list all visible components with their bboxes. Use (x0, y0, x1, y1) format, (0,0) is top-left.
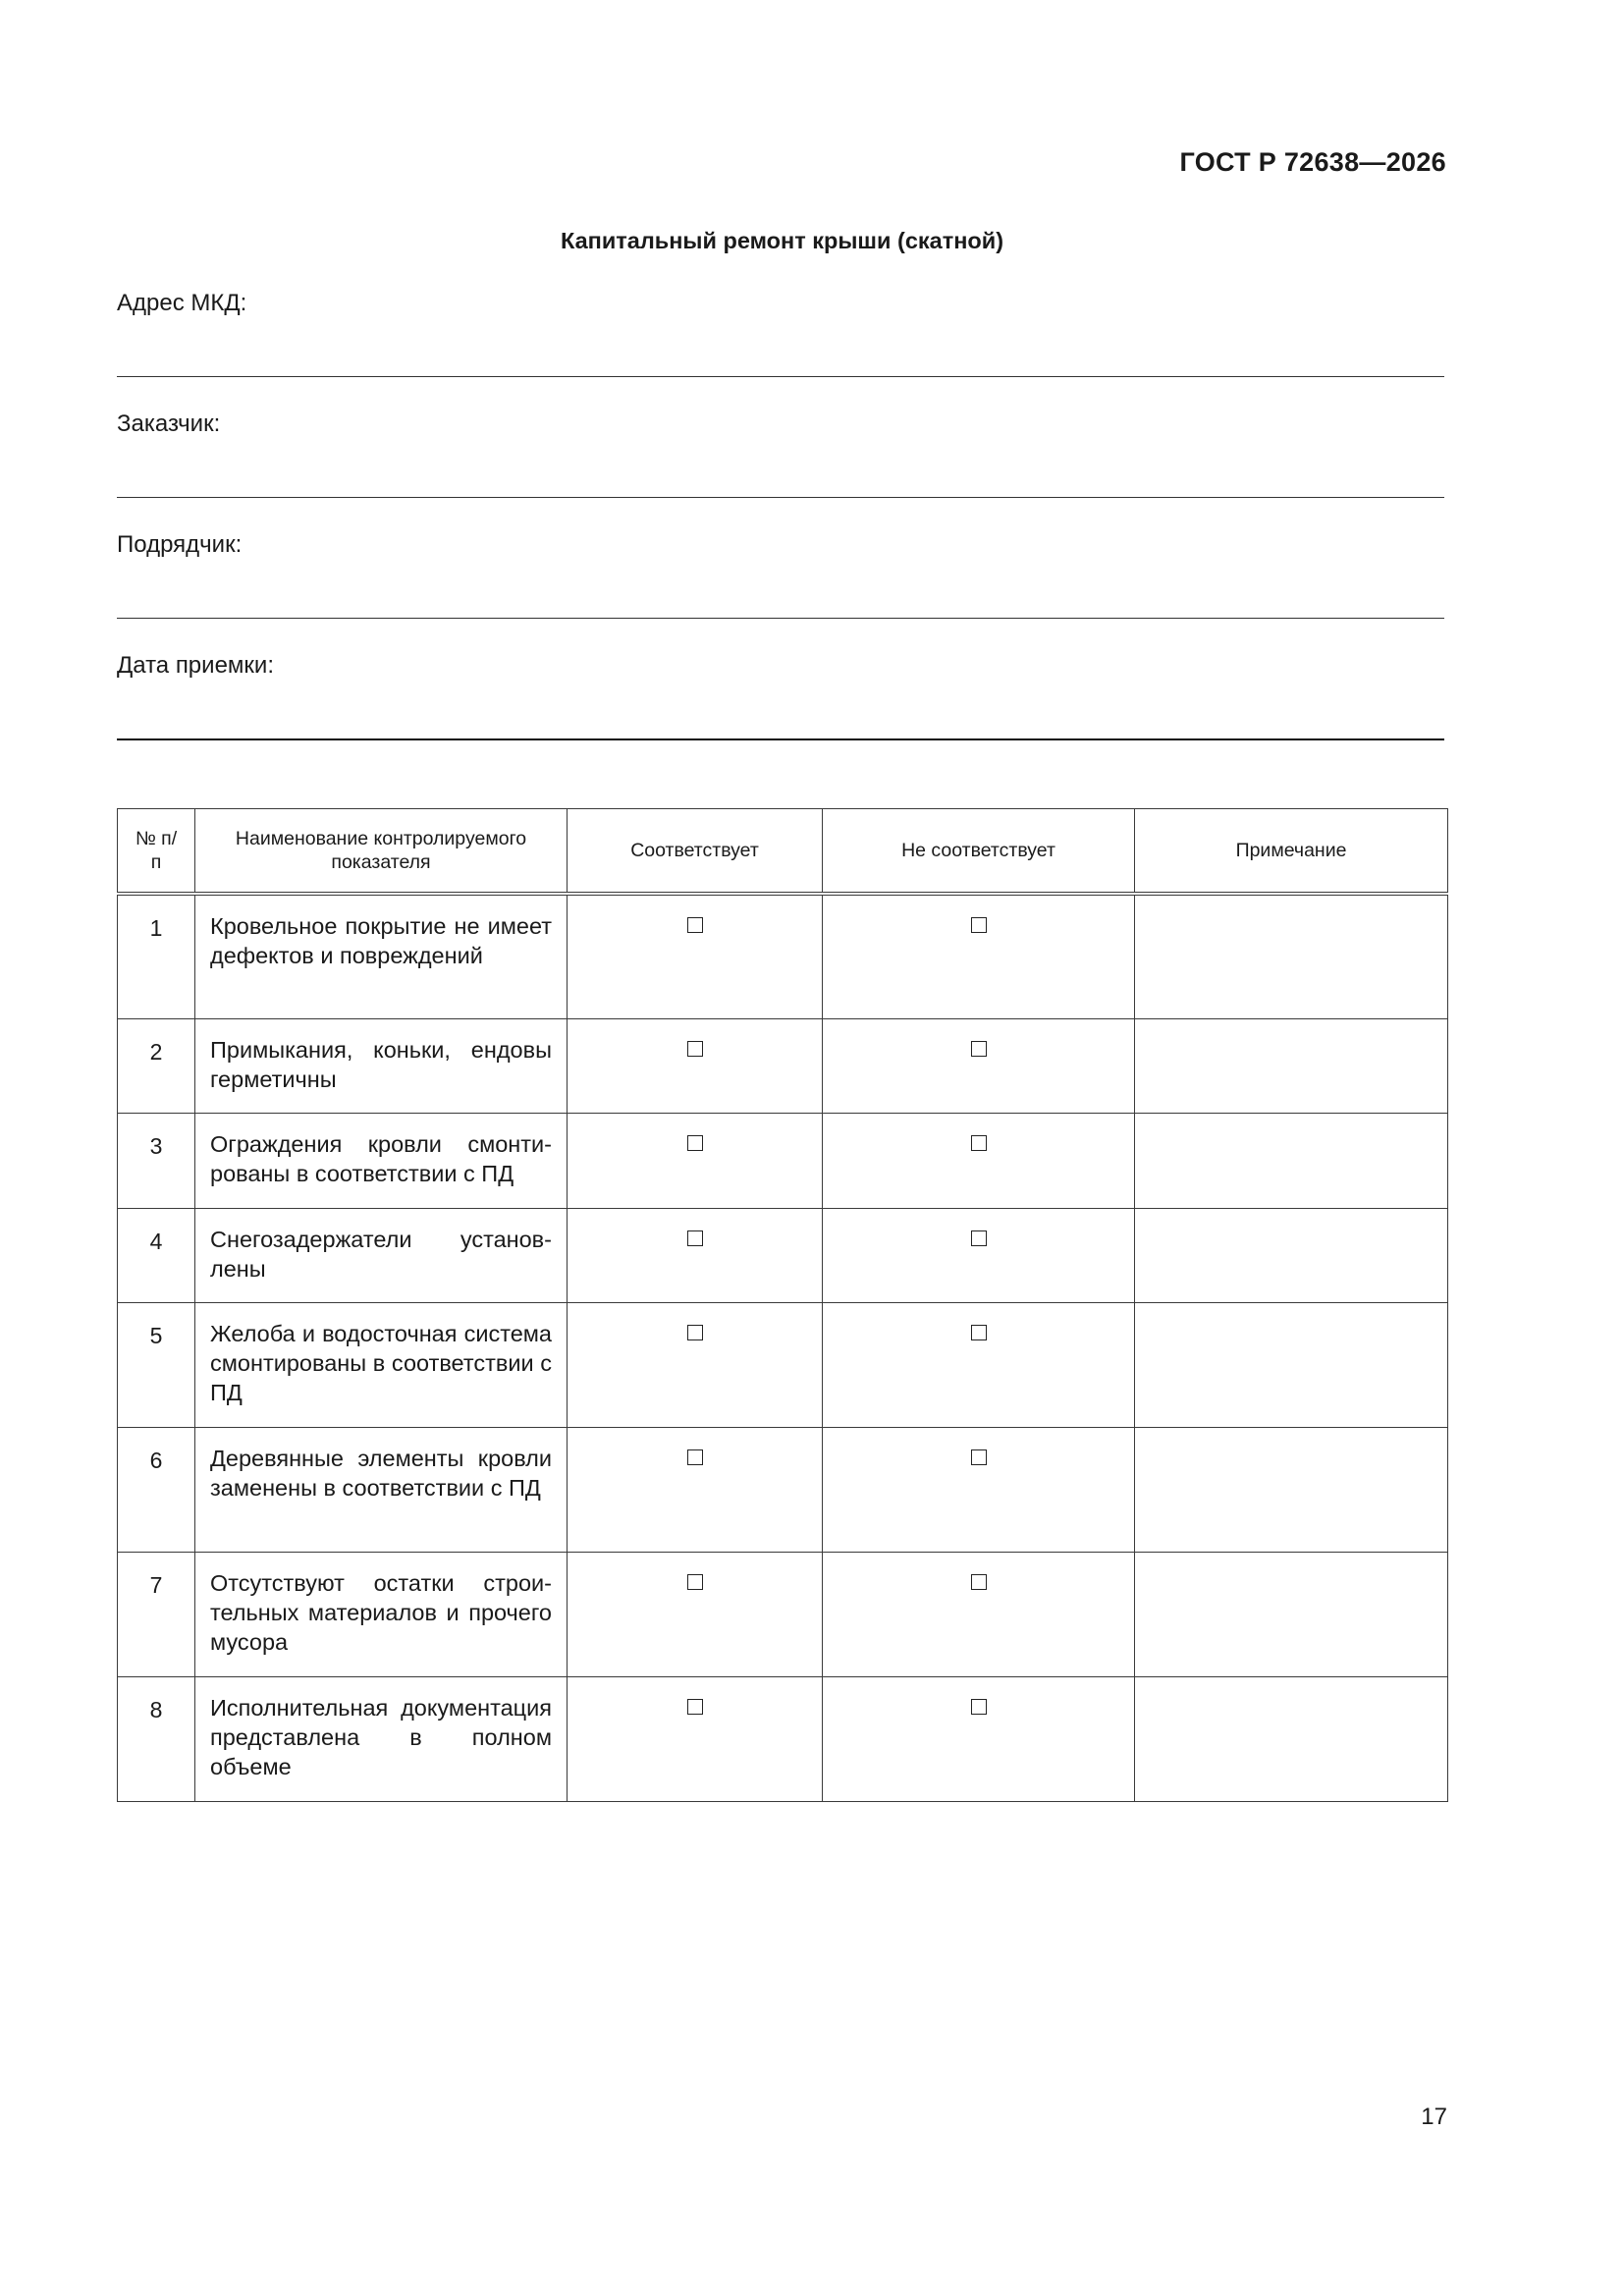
row-indicator-text: Желоба и водосточная система смонтированы в соответствии с ПД (210, 1320, 552, 1405)
not-complies-checkbox[interactable] (971, 1449, 987, 1465)
row-indicator-name (195, 1018, 568, 1113)
field-label-customer: Заказчик: (117, 410, 221, 437)
row-indicator-name (195, 1113, 568, 1208)
not-complies-cell (823, 1552, 1135, 1676)
row-number: 4 (118, 1208, 195, 1302)
header-name: Наименование контролируемого показателя (195, 809, 568, 895)
row-indicator-text: Ограждения кровли смонтированы в соответствии с ПД (210, 1130, 552, 1186)
note-cell[interactable] (1135, 1676, 1448, 1801)
table-row (118, 1302, 1448, 1427)
field-line-address[interactable] (117, 376, 1444, 377)
field-line-customer[interactable] (117, 497, 1444, 498)
table-row (118, 1676, 1448, 1801)
row-indicator-text: Деревянные элементы кровли заменены в соответствии с ПД (210, 1445, 552, 1501)
table-row (118, 1018, 1448, 1113)
table-row (118, 1552, 1448, 1676)
row-indicator-name (195, 1208, 568, 1302)
not-complies-checkbox[interactable] (971, 1041, 987, 1057)
row-number: 8 (118, 1676, 195, 1801)
table-row (118, 1427, 1448, 1552)
field-line-contractor[interactable] (117, 618, 1444, 619)
not-complies-checkbox[interactable] (971, 1699, 987, 1715)
page-title: Капитальный ремонт крыши (скатной) (560, 228, 1004, 253)
complies-cell (568, 1302, 823, 1427)
row-indicator-text: Отсутствуют остатки строительных материалов и прочего мусора (210, 1569, 552, 1655)
row-indicator-text: Примыкания, коньки, ендовы герметичны (210, 1036, 552, 1092)
complies-checkbox[interactable] (687, 1230, 703, 1246)
row-number: 6 (118, 1427, 195, 1552)
row-indicator-text: Исполнительная документация представлена в полном объеме (210, 1694, 552, 1779)
note-cell[interactable] (1135, 894, 1448, 1018)
not-complies-cell (823, 1676, 1135, 1801)
not-complies-checkbox[interactable] (971, 917, 987, 933)
row-indicator-name (195, 1676, 568, 1801)
not-complies-checkbox[interactable] (971, 1230, 987, 1246)
row-indicator-name (195, 894, 568, 1018)
complies-cell (568, 1018, 823, 1113)
complies-checkbox[interactable] (687, 1325, 703, 1340)
complies-checkbox[interactable] (687, 1041, 703, 1057)
note-cell[interactable] (1135, 1208, 1448, 1302)
complies-checkbox[interactable] (687, 1449, 703, 1465)
row-indicator-text: Кровельное покрытие не имеет дефектов и повреждений (210, 913, 552, 968)
note-cell[interactable] (1135, 1018, 1448, 1113)
table-row (118, 1208, 1448, 1302)
table-header-row (118, 809, 1448, 895)
not-complies-checkbox[interactable] (971, 1325, 987, 1340)
note-cell[interactable] (1135, 1302, 1448, 1427)
row-indicator-name (195, 1552, 568, 1676)
note-cell[interactable] (1135, 1427, 1448, 1552)
row-number: 3 (118, 1113, 195, 1208)
header-complies: Соответствует (568, 809, 823, 895)
row-number: 1 (118, 894, 195, 1018)
note-cell[interactable] (1135, 1113, 1448, 1208)
not-complies-cell (823, 1018, 1135, 1113)
row-indicator-name (195, 1427, 568, 1552)
row-number: 7 (118, 1552, 195, 1676)
field-line-acceptance-date[interactable] (117, 738, 1444, 740)
document-code: ГОСТ Р 72638—2026 (1179, 147, 1446, 177)
table-row (118, 894, 1448, 1018)
complies-checkbox[interactable] (687, 1574, 703, 1590)
not-complies-cell (823, 1113, 1135, 1208)
not-complies-cell (823, 1427, 1135, 1552)
complies-cell (568, 894, 823, 1018)
complies-checkbox[interactable] (687, 917, 703, 933)
page-number: 17 (1421, 2104, 1447, 2130)
row-indicator-text: Снегозадержатели установлены (210, 1226, 552, 1282)
not-complies-cell (823, 1302, 1135, 1427)
complies-checkbox[interactable] (687, 1135, 703, 1151)
not-complies-checkbox[interactable] (971, 1135, 987, 1151)
complies-cell (568, 1208, 823, 1302)
complies-cell (568, 1676, 823, 1801)
table-row (118, 1113, 1448, 1208)
not-complies-cell (823, 894, 1135, 1018)
note-cell[interactable] (1135, 1552, 1448, 1676)
row-number: 2 (118, 1018, 195, 1113)
field-label-contractor: Подрядчик: (117, 531, 243, 558)
checklist-table (117, 808, 1448, 1802)
header-num: № п/п (118, 809, 195, 895)
complies-cell (568, 1552, 823, 1676)
field-label-address: Адрес МКД: (117, 290, 247, 316)
complies-cell (568, 1427, 823, 1552)
row-indicator-name (195, 1302, 568, 1427)
complies-cell (568, 1113, 823, 1208)
header-note: Примечание (1135, 809, 1448, 895)
not-complies-checkbox[interactable] (971, 1574, 987, 1590)
not-complies-cell (823, 1208, 1135, 1302)
row-number: 5 (118, 1302, 195, 1427)
field-label-acceptance-date: Дата приемки: (117, 652, 274, 679)
header-not-complies: Не соответствует (823, 809, 1135, 895)
complies-checkbox[interactable] (687, 1699, 703, 1715)
